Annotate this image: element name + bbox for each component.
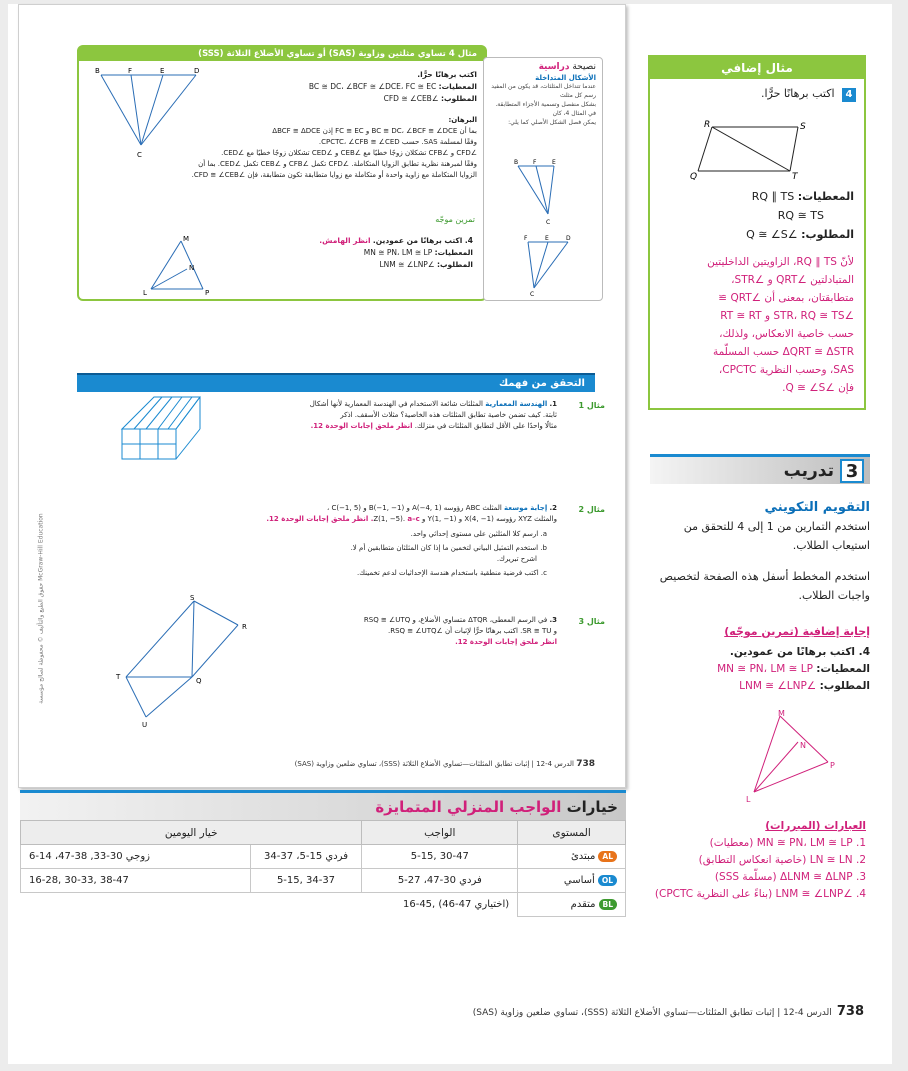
svg-text:C: C: [530, 291, 535, 298]
question-1: 1. الهندسة المعمارية المثلثات شائعة الاستخدام في الهندسة المعمارية لأنها أشكال ثابتة. كيف تضمن خاصية تطابق المثلثات هذه الخاصية؟ مثلاث الأسقف. اذكر مثالًا واحدًا على الأقل لتطابق المثلثات في منزلك. انظر ملحق إجابات الوحدة 12.: [309, 400, 557, 430]
study-tip-box: نصيحة دراسية الأشكال المتداخلة عندما تتداخل المثلثات، قد يكون من المفيد رسم كل مثلث بشكل منفصل وتسمية الأجزاء المتطابقة. في المثال 4، كان يمكن فصل الشكل الأصلي كما يلي: B F E C F E D C: [483, 57, 603, 301]
homework-options-title: خيارات الواجب المنزلي المتمايزة: [20, 790, 626, 820]
svg-text:P: P: [830, 761, 835, 770]
extra-example-box: [648, 55, 866, 410]
svg-text:E: E: [545, 235, 549, 242]
table-row: ALمبتدئ 5-15, 30-47 34-37 ،فردي 15-5 6-14 ،زوجي 30-33, 38-47: [21, 845, 626, 869]
svg-text:S: S: [800, 122, 806, 132]
question-2: 2. إجابة موسعة المثلث ABC رؤوسه A(−4, 1) و B(−1, −1) و C(−1, 5) ، والمثلث XYZ رؤوسه X(4, −1) و Y(1, −1) و Z(1, −5). a–c. انظر ملحق إجابات الوحدة 12. a. ارسم كلا المثلثين على مستوى إحداثي واحد. b. استخدم التمثيل البياني لتخمين ما إذا كان المثلثان متطابقين أم لا. اشرح تبريرك. c. اكتب فرضية منطقية باستخدام هندسة الإحداثيات لدعم تخمينك.: [266, 504, 557, 577]
label-c: C: [137, 151, 142, 159]
svg-text:P: P: [205, 289, 210, 297]
formative-title: التقويم التكويني: [764, 500, 870, 515]
svg-text:S: S: [190, 594, 195, 602]
svg-text:L: L: [143, 289, 147, 297]
additional-answer-text: 4. اكتب برهانًا من عمودين. المعطيات: MN ≅ PN، LM ≅ LP المطلوب: ∠LNM ≅ ∠LNP: [717, 646, 870, 692]
practice-title-bar: [650, 454, 870, 484]
question-3-figure: [114, 593, 264, 733]
example-4-prove: ∠CFD ≅ ∠CEB: [383, 94, 439, 103]
label-e: E: [160, 67, 165, 75]
homework-header-row: المستوى الواجب خيار اليومين: [21, 821, 626, 845]
svg-text:F: F: [524, 235, 528, 242]
example-4-proof: البرهان: بما أن BC ≅ DC، ∠BCF ≅ ∠DCE و FC ≅ EC إذن ΔBCF ≅ ΔDCE وفقًا لمسلمة SAS. حسب CPCTC، ∠CFB ≅ ∠CED. ∠CFD و ∠CFB تشكلان زوجًا خطيًا مع ∠CEB و ∠CED تشكلان زوجًا خطيًا مع ∠CED. وفقًا لمبرهنة نظرية تطابق الزوايا المتكاملة. ∠CFD تكمل ∠CFB و ∠CEB تكمل ∠CED. بما أن الزوايا المتكاملة مع زاوية واحدة أو متكاملة مع زوايا متطابقة تكون متطابقة، فإن ∠CFD ≅ ∠CEB.: [191, 116, 477, 179]
example-4-box: [77, 45, 487, 301]
practice-number: 3: [840, 459, 864, 483]
svg-text:B: B: [514, 159, 519, 166]
example-4-bar: مثال 4 تساوي مثلثين وزاوية (SAS) أو تساوي الأضلاع الثلاثة (SSS): [79, 47, 485, 61]
extra-example-given: المعطيات: RQ ∥ TS RQ ≅ TS المطلوب: ∠Q ≅ ∠S: [746, 190, 854, 241]
side-copyright: حقوق الطبع والتأليف © محفوظة لصالح مؤسسة McGraw-Hill Education: [37, 513, 45, 704]
practice-title: تدريب: [783, 460, 834, 481]
extra-example-header: مثال إضافي: [650, 57, 864, 79]
study-tip-text: عندما تتداخل المثلثات، قد يكون من المفيد رسم كل مثلث بشكل منفصل وتسمية الأجزاء المتطابقة. في المثال 4، كان يمكن فصل الشكل الأصلي كما يلي:: [491, 83, 596, 126]
extra-example-number: 4: [842, 88, 856, 102]
svg-text:Q: Q: [196, 677, 202, 685]
practice-figure: [740, 706, 840, 802]
page-footer: [473, 1000, 864, 1019]
guided-practice-text: 4. اكتب برهانًا من عمودين. انظر الهامش. المعطيات: MN ≅ PN، LM ≅ LP المطلوب: ∠LNM ≅ ∠LNP: [319, 236, 473, 269]
label-d: D: [194, 67, 200, 75]
svg-text:M: M: [778, 709, 785, 718]
guided-figure: [141, 233, 231, 299]
homework-table: [20, 820, 626, 917]
house-frame-figure: [114, 389, 209, 465]
svg-text:C: C: [546, 219, 551, 226]
extra-example-figure: [690, 119, 820, 181]
label-b: B: [95, 67, 100, 75]
svg-text:N: N: [800, 741, 806, 750]
svg-text:F: F: [533, 159, 537, 166]
svg-text:M: M: [183, 235, 190, 243]
practice-section: [650, 454, 870, 695]
statements-list: العبارات (المبررات) 1. MN ≅ PN، LM ≅ LP (معطيات) 2. LN ≅ LN (خاصية انعكاس التطابق) 3. ΔLNM ≅ ΔLNP (مسلّمة SSS) 4. ∠LNM ≅ ∠LNP (بناءً على النظرية CPCTC): [654, 820, 866, 900]
svg-text:E: E: [552, 159, 556, 166]
label-f: F: [128, 67, 133, 75]
svg-text:R: R: [704, 120, 711, 130]
check-understanding-bar: التحقق من فهمك: [77, 373, 595, 392]
page-number: 738: [836, 1004, 864, 1019]
example-4-text: اكتب برهانًا حرًّا. المعطيات: BC ≅ DC، ∠BCF ≅ ∠DCE، FC ≅ EC المطلوب: ∠CFD ≅ ∠CEB: [207, 69, 477, 105]
embedded-footer: 738 الدرس 4-12 | إثبات تطابق المثلثات—تساوي الأضلاع الثلاثة (SSS)، تساوي ضلعين وزاوية (SAS): [294, 759, 595, 769]
formative-text: استخدم التمارين من 1 إلى 4 للتحقق من استيعاب الطلاب.: [683, 520, 870, 552]
study-tip-figures: [508, 158, 578, 298]
footer-text: الدرس 4-12 | إثبات تطابق المثلثات—تساوي الأضلاع الثلاثة (SSS)، تساوي ضلعين وزاوية (SAS): [472, 1008, 832, 1018]
study-tip-title: نصيحة دراسية: [538, 62, 596, 72]
guided-practice-label: تمرين موجّه: [435, 215, 475, 224]
svg-text:T: T: [116, 673, 121, 681]
svg-text:R: R: [242, 623, 247, 631]
svg-text:N: N: [189, 264, 195, 272]
additional-answer-title: إجابة إضافية (تمرين موجّه): [724, 625, 870, 638]
question-3: 3. في الرسم المعطى، ΔTQR متساوي الأضلاع، و RSQ ≅ ∠UTQ و SR ≅ TU. اكتب برهانًا حرًّا لإثبات أن ∠RSQ ≅ ∠UTQ. انظر ملحق إجابات الوحدة 12.: [363, 616, 557, 646]
student-page-image: مثال 4 تساوي مثلثين وزاوية (SAS) أو تساوي الأضلاع الثلاثة (SSS) B F E D C اكتب برهانًا حرًّا. المعطيات: BC ≅ DC، ∠BCF ≅ ∠DCE، FC ≅ EC المطلوب: ∠CFD ≅ ∠CEB البرهان: بما أن BC ≅ DC، ∠BCF ≅ ∠DCE و FC ≅ EC إذن ΔBCF ≅ ΔDCE وفقًا لمسلمة SAS. حسب CPCTC، ∠CFB ≅ ∠CED. ∠CFD و ∠CFB تشكلان زوجًا خطيًا مع ∠CEB و ∠CED تشكلان زوجًا خطيًا مع ∠CED. وفقًا لمبرهنة نظرية تطابق الزوايا المتكاملة. ∠CFD تكمل ∠CFB و ∠CEB تكمل ∠CED. بما أن الزوايا المتكاملة مع زاوية واحدة أو متكاملة مع زوايا متطابقة تكون متطابقة، فإن ∠CFD ≅ ∠CEB. تمرين موجّه 4. اكتب برهانًا من عمودين. انظر الهامش. المعطيات: MN ≅ PN، LM ≅ LP المطلوب: ∠LNM ≅ ∠LNP M N L P نصيحة دراسية الأشكال المتداخلة عندما تتداخل المثلثات، قد يكون من المفيد رسم كل مثلث بشكل منفصل وتسمية الأجزاء المتطابقة. في المثال 4، كان يمكن فصل الشكل الأصلي كما يلي: B F E C F E D C التحقق من فهمك مثال 1 1. الهندسة المعمارية المثلثات شائعة الاستخدام في الهندسة المعمارية لأنها أشكال ثابتة. كيف تضمن خاصية تطابق المثلثات هذه الخاصية؟ مثلاث الأسقف. اذكر مثالًا واحدًا على الأقل لتطابق المثلثات في منزلك. انظر ملحق إجابات الوحدة 12. مثال 2 2. إجابة موسعة المثلث ABC رؤوسه A(−4, 1) و B(−1, −1) و C(−1, 5) ، والمثلث XYZ رؤوسه X(4, −1) و Y(1, −1) و Z(1, −5). a–c. انظر ملحق إجابات الوحدة 12. a. ارسم كلا المثلثين على مستوى إحداثي واحد. b. استخدم التمثيل البياني لتخمين ما إذا كان المثلثان متطابقين أم لا. اشرح تبريرك. c. اكتب فرضية منطقية باستخدام هندسة الإحداثيات لدعم تخمينك. مثال 3 3. في الرسم المعطى، ΔTQR متساوي الأضلاع، و RSQ ≅ ∠UTQ و SR ≅ TU. اكتب برهانًا حرًّا لإثبات أن ∠RSQ ≅ ∠UTQ. انظر ملحق إجابات الوحدة 12. S R T Q U حقوق الطبع والتأليف © محفوظة لصالح مؤسسة McGraw-Hill Education 738 الدرس 4-12 | إثبات تطابق المثلثات—تساوي الأضلاع الثلاثة (SSS)، تساوي ضلعين وزاوية (SAS): [18, 4, 626, 788]
extra-example-instruction: 4 اكتب برهانًا حرًّا.: [650, 79, 864, 102]
svg-text:L: L: [746, 795, 751, 802]
svg-text:T: T: [792, 172, 798, 181]
svg-text:D: D: [566, 235, 571, 242]
example-4-instruction: اكتب برهانًا حرًّا.: [417, 70, 477, 79]
extra-example-answer: لأنّ RQ ∥ TS، الزاويتين الداخليتين المتبادلتين ∠QRT و ∠STR، متطابقتان، بمعنى أن ∠QRT ≅ ∠STR، RQ ≅ TS و RT ≅ RT حسب خاصية الانعكاس، ولذلك، ΔQRT ≅ ΔSTR حسب المسلّمة SAS، وحسب النظرية CPCTC، فإن ∠Q ≅ ∠S.: [707, 256, 854, 394]
svg-text:Q: Q: [690, 172, 698, 181]
table-row: OLأساسي 5-27 ،فردي 30-47 5-15, 34-37 16-28, 30-33, 38-47: [21, 869, 626, 893]
table-row: BLمتقدم 16-45, (46-47 اختياري): [21, 893, 626, 917]
example-4-given: BC ≅ DC، ∠BCF ≅ ∠DCE، FC ≅ EC: [308, 82, 437, 91]
chart-text: استخدم المخطط أسفل هذه الصفحة لتخصيص واجبات الطلاب.: [659, 570, 870, 602]
svg-text:U: U: [142, 721, 148, 729]
